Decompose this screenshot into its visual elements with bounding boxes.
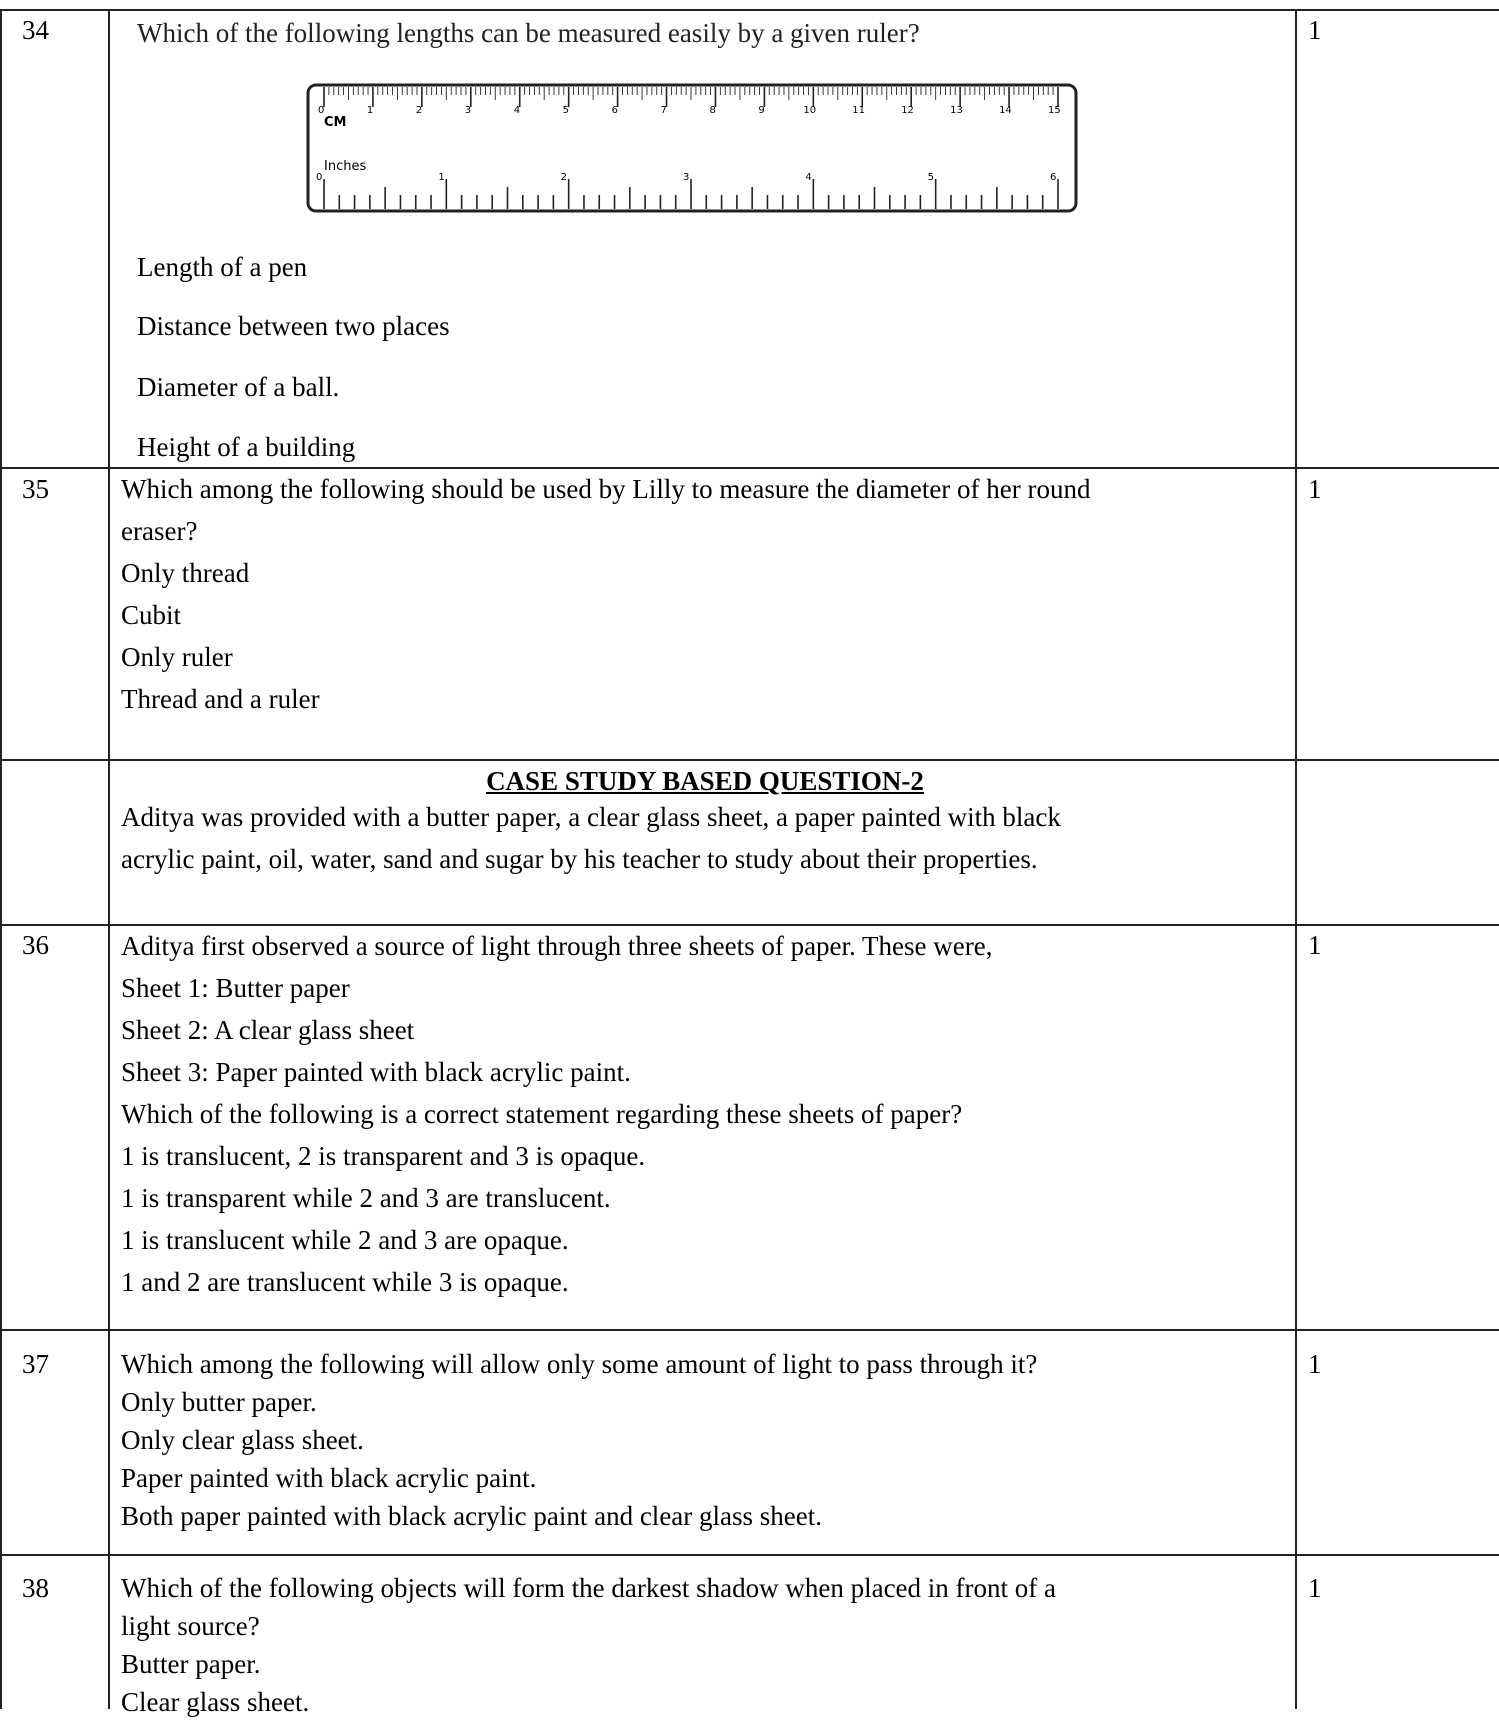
inch-tick-label: 2 xyxy=(560,172,568,183)
text-line: Sheet 1: Butter paper xyxy=(121,973,350,1003)
cm-tick-label: 2 xyxy=(415,105,423,116)
ruler-cm-label: CM xyxy=(324,115,347,130)
cm-tick-label: 5 xyxy=(562,105,570,116)
question-text: Which of the following lengths can be measured easily by a given ruler? xyxy=(137,18,920,48)
option-item: Only butter paper. xyxy=(121,1387,317,1417)
cm-tick-label: 8 xyxy=(709,105,716,116)
option-item: Only ruler xyxy=(121,642,233,672)
option-item: Only clear glass sheet. xyxy=(121,1425,364,1455)
text-line: Which of the following objects will form the darkest shadow when placed in front of a xyxy=(121,1573,1056,1603)
case-study-text xyxy=(121,796,1271,880)
text-line: Aditya first observed a source of light through three sheets of paper. These were, xyxy=(121,931,993,961)
cm-tick-label: 0 xyxy=(318,105,325,116)
option-item: 1 is transparent while 2 and 3 are translucent. xyxy=(121,1183,611,1213)
text-line: Aditya was provided with a butter paper, a clear glass sheet, a paper painted with black xyxy=(121,802,1061,832)
cm-tick-label: 11 xyxy=(852,105,866,116)
option-item: Only thread xyxy=(121,558,250,588)
text-line: Which among the following will allow only some amount of light to pass through it? xyxy=(121,1349,1038,1379)
row-border-36-37 xyxy=(0,1329,1499,1331)
row-border-top xyxy=(0,9,1499,11)
question-marks: 1 xyxy=(1308,15,1322,45)
cm-tick-label: 6 xyxy=(611,105,618,116)
option-item: Height of a building xyxy=(137,432,356,462)
option-item: Butter paper. xyxy=(121,1649,261,1679)
cm-tick-label: 1 xyxy=(366,105,374,116)
text-line: Which among the following should be used by Lilly to measure the diameter of her round xyxy=(121,474,1091,504)
question-number: 38 xyxy=(22,1573,49,1603)
col-border-left xyxy=(0,9,2,1709)
option-item: 1 is translucent, 2 is transparent and 3 is opaque. xyxy=(121,1141,646,1171)
option-item: Cubit xyxy=(121,600,182,630)
option-item: Paper painted with black acrylic paint. xyxy=(121,1463,537,1493)
text-line: acrylic paint, oil, water, sand and sugar by his teacher to study about their properties. xyxy=(121,844,1038,874)
row-border-35-case xyxy=(0,759,1499,761)
question-38-text xyxy=(121,1569,1271,1721)
text-line: eraser? xyxy=(121,516,198,546)
text-line: Which of the following is a correct statement regarding these sheets of paper? xyxy=(121,1099,963,1129)
question-marks: 1 xyxy=(1308,1349,1322,1379)
inch-tick-label: 6 xyxy=(1050,172,1057,183)
question-35-text xyxy=(121,468,1271,720)
question-number: 37 xyxy=(22,1349,49,1379)
cm-tick-label: 4 xyxy=(513,105,521,116)
ruler-inches-label: Inches xyxy=(324,159,367,174)
question-number: 36 xyxy=(22,930,49,960)
option-item: Both paper painted with black acrylic paint and clear glass sheet. xyxy=(121,1501,822,1531)
text-line: light source? xyxy=(121,1611,260,1641)
question-number: 35 xyxy=(22,474,49,504)
question-number: 34 xyxy=(22,15,49,45)
cm-tick-label: 7 xyxy=(660,105,667,116)
question-marks: 1 xyxy=(1308,474,1322,504)
cm-tick-label: 13 xyxy=(950,105,963,116)
question-37-text xyxy=(121,1345,1271,1535)
option-item: 1 is translucent while 2 and 3 are opaque. xyxy=(121,1225,569,1255)
col-border-number xyxy=(108,9,110,1709)
inch-tick-label: 4 xyxy=(805,172,812,183)
question-marks: 1 xyxy=(1308,930,1322,960)
ruler-image xyxy=(306,82,1078,214)
option-item: Clear glass sheet. xyxy=(121,1687,310,1717)
option-item: Thread and a ruler xyxy=(121,684,320,714)
option-item: Diameter of a ball. xyxy=(137,372,340,402)
cm-tick-label: 12 xyxy=(901,105,914,116)
inch-tick-label: 5 xyxy=(927,172,935,183)
text-line: Sheet 3: Paper painted with black acrylic paint. xyxy=(121,1057,631,1087)
cm-tick-label: 9 xyxy=(758,105,765,116)
option-item: Length of a pen xyxy=(137,252,308,282)
cm-tick-label: 10 xyxy=(803,105,817,116)
inch-tick-label: 3 xyxy=(683,172,690,183)
cm-tick-label: 15 xyxy=(1048,105,1061,116)
question-36-text xyxy=(121,925,1271,1303)
row-border-37-38 xyxy=(0,1554,1499,1556)
cm-tick-label: 3 xyxy=(464,105,472,116)
cm-tick-label: 14 xyxy=(999,105,1012,116)
text-line: Sheet 2: A clear glass sheet xyxy=(121,1015,415,1045)
inch-tick-label: 0 xyxy=(316,172,323,183)
case-study-title: CASE STUDY BASED QUESTION-2 xyxy=(486,766,924,796)
option-item: Distance between two places xyxy=(137,311,450,341)
option-item: 1 and 2 are translucent while 3 is opaque. xyxy=(121,1267,569,1297)
col-border-marks xyxy=(1295,9,1297,1709)
inch-tick-label: 1 xyxy=(438,172,445,183)
question-marks: 1 xyxy=(1308,1573,1322,1603)
